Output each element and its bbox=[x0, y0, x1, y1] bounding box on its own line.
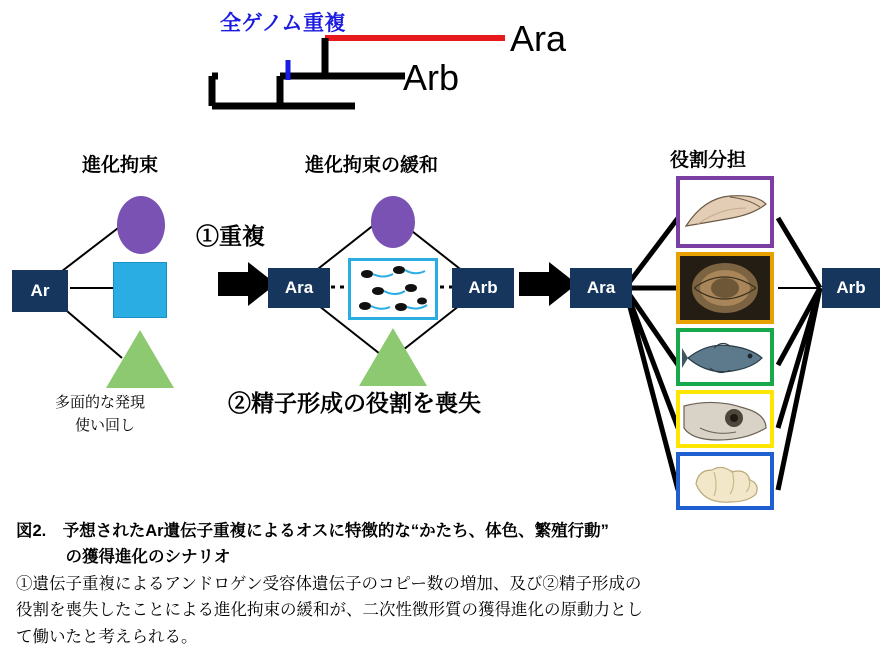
gene-box-right-ara: Ara bbox=[570, 268, 632, 308]
whole-genome-duplication-label: 全ゲノム重複 bbox=[220, 12, 347, 35]
trait-shape-ellipse-middle bbox=[371, 196, 415, 248]
caption-title-line-2: の獲得進化のシナリオ bbox=[16, 548, 231, 567]
panel-title-subfunctionalization: 役割分担 bbox=[670, 150, 747, 171]
left-caption-line2: 使い回し bbox=[75, 417, 136, 434]
panel-title-constraint: 進化拘束 bbox=[82, 155, 159, 176]
left-caption-line1: 多面的な発現 bbox=[55, 394, 146, 411]
trait-shape-rect-left bbox=[113, 262, 167, 318]
scale-photo bbox=[676, 252, 774, 324]
step-2-label: ②精子形成の役割を喪失 bbox=[228, 390, 481, 416]
step-1-label: ①重複 bbox=[196, 223, 265, 249]
fin-photo bbox=[676, 176, 774, 248]
caption-body-line-3: て働いたと考えられる。 bbox=[16, 627, 198, 646]
sperm-formation-panel bbox=[348, 258, 438, 320]
taxon-label-ara: Ara bbox=[510, 18, 567, 59]
phylogeny-tree bbox=[200, 28, 530, 123]
gene-box-ancestral-ar: Ar bbox=[12, 270, 68, 312]
fish-body-photo bbox=[676, 328, 774, 386]
trait-shape-triangle-left bbox=[106, 330, 174, 388]
trait-shape-triangle-middle bbox=[359, 328, 427, 386]
gene-box-right-arb: Arb bbox=[822, 268, 880, 308]
figure-caption bbox=[16, 518, 872, 650]
gene-box-middle-ara: Ara bbox=[268, 268, 330, 308]
taxon-label-arb: Arb bbox=[403, 57, 460, 98]
gene-box-middle-arb: Arb bbox=[452, 268, 514, 308]
head-photo bbox=[676, 390, 774, 448]
caption-body-line-1: ①遺伝子重複によるアンドロゲン受容体遺伝子のコピー数の増加、及び②精子形成の bbox=[16, 574, 642, 593]
trait-shape-ellipse-left bbox=[117, 196, 165, 254]
caption-body-line-2: 役割を喪失したことによる進化拘束の緩和が、二次性徴形質の獲得進化の原動力とし bbox=[16, 601, 643, 620]
brain-photo bbox=[676, 452, 774, 510]
panel-title-relaxation: 進化拘束の緩和 bbox=[305, 155, 439, 176]
caption-title-line-1: 図2. 予想されたAr遺伝子重複によるオスに特徴的な“かたち、体色、繁殖行動” bbox=[16, 522, 609, 540]
sperm-illustration bbox=[351, 261, 435, 317]
